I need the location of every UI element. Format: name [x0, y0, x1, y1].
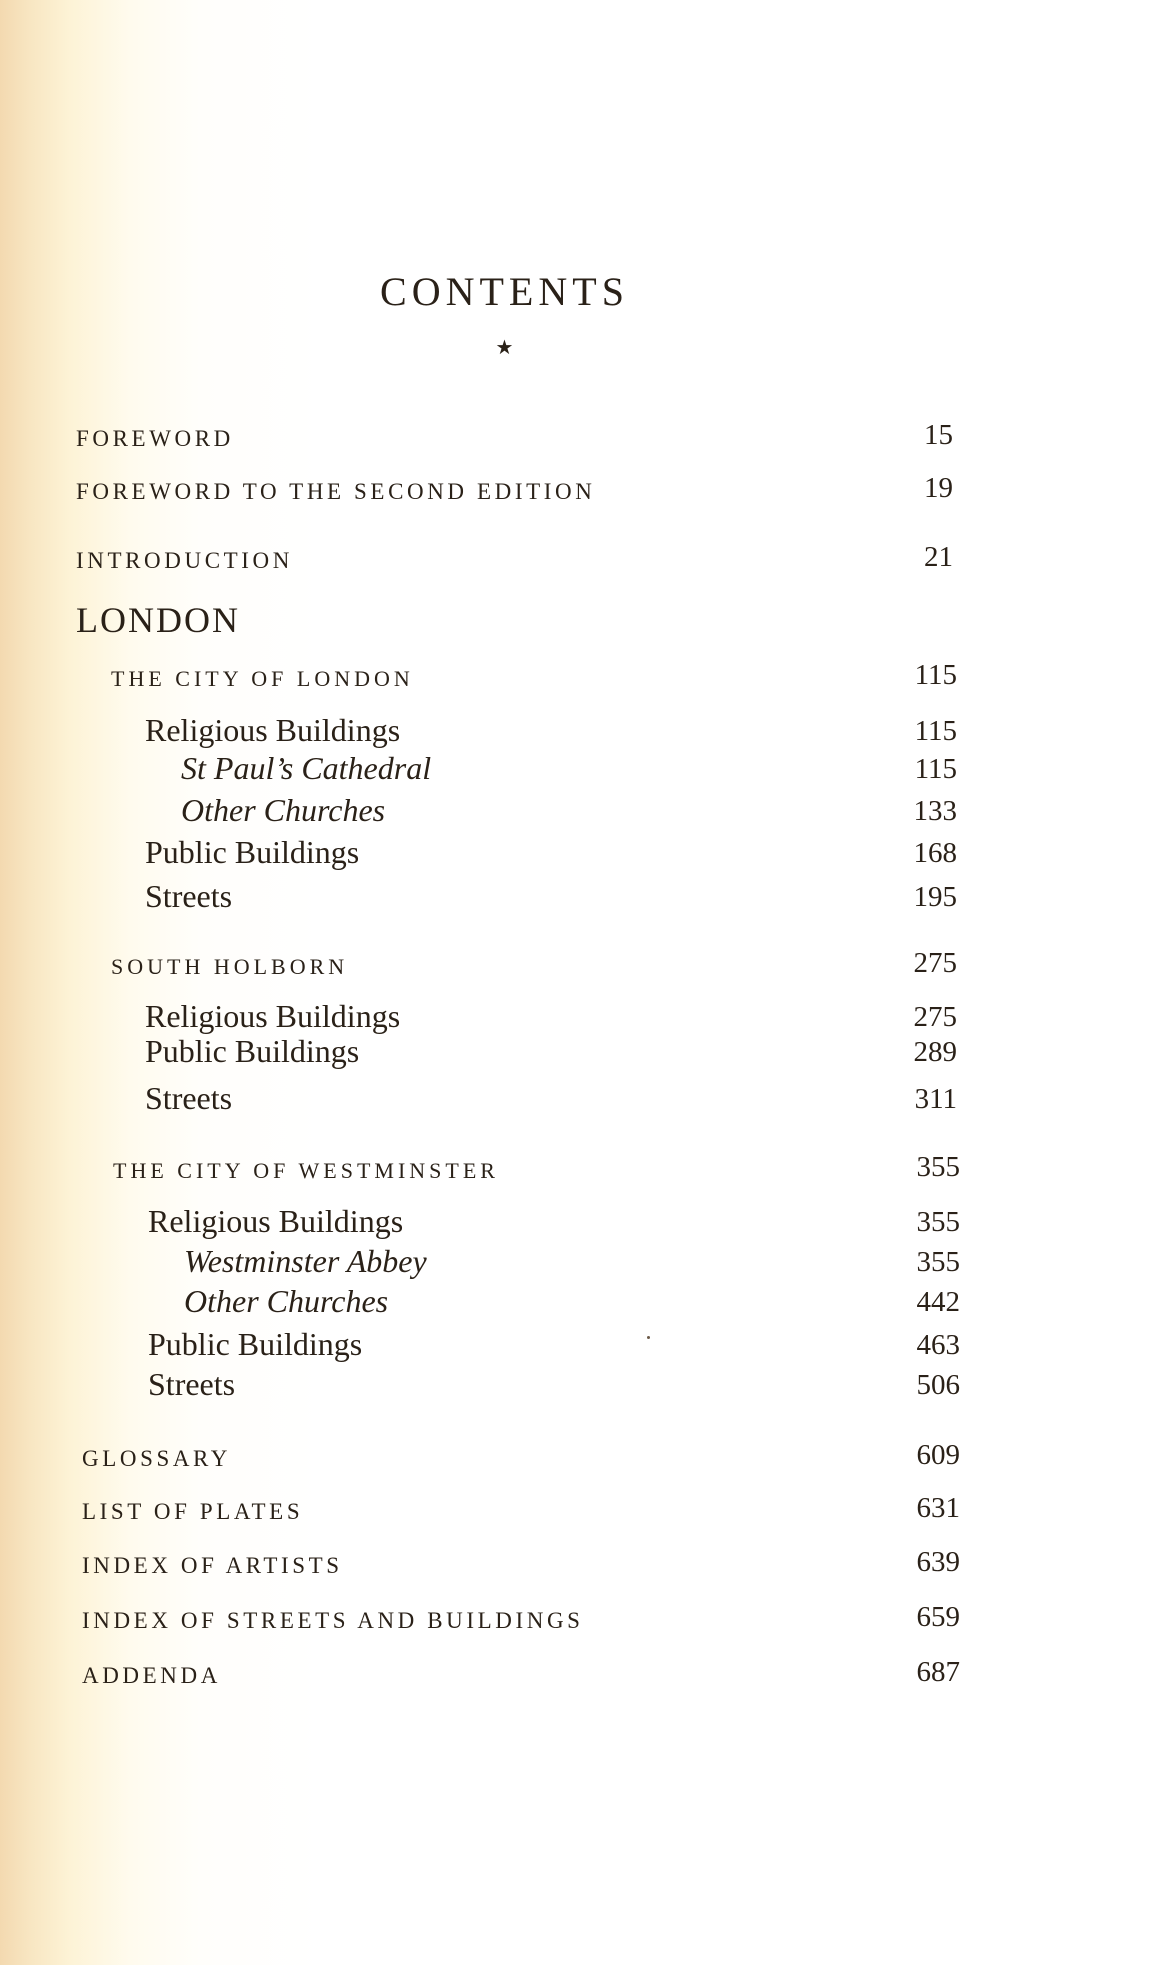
toc-label: INDEX OF ARTISTS [82, 1553, 343, 1578]
toc-label: Streets [145, 1080, 233, 1116]
toc-label: Streets [148, 1366, 236, 1402]
ink-speck [647, 1336, 650, 1339]
toc-label: St Paul’s Cathedral [181, 750, 432, 786]
toc-entry-holborn-religious-buildings[interactable] [0, 992, 960, 1032]
toc-entry-introduction[interactable] [0, 532, 960, 572]
toc-label: THE CITY OF WESTMINSTER [113, 1158, 499, 1183]
star-ornament-icon: ★ [495, 337, 514, 359]
toc-label: Westminster Abbey [184, 1243, 427, 1279]
toc-page-number: 463 [916, 1329, 960, 1361]
toc-entry-list-of-plates[interactable] [0, 1483, 960, 1523]
toc-page-number: 289 [913, 1036, 957, 1068]
toc-label: Public Buildings [145, 1033, 360, 1069]
toc-page-number: 639 [916, 1546, 960, 1578]
toc-page-number: 631 [916, 1492, 960, 1524]
toc-entry-st-pauls-cathedral[interactable] [0, 744, 960, 784]
toc-entry-city-streets[interactable] [0, 872, 960, 912]
toc-page-number: 115 [914, 753, 957, 785]
toc-entry-city-of-london[interactable] [0, 650, 960, 690]
toc-label: INDEX OF STREETS AND BUILDINGS [82, 1608, 584, 1633]
toc-entry-glossary[interactable] [0, 1430, 960, 1470]
toc-label: FOREWORD [76, 426, 234, 451]
toc-entry-holborn-public-buildings[interactable] [0, 1027, 960, 1067]
page-title: CONTENTS [380, 269, 629, 314]
toc-label: GLOSSARY [82, 1446, 231, 1471]
toc-page-number: 687 [916, 1656, 960, 1688]
toc-page-number: 275 [913, 947, 957, 979]
toc-entry-westminster-religious-buildings[interactable] [0, 1197, 960, 1237]
toc-entry-index-of-streets-and-buildings[interactable] [0, 1592, 960, 1632]
toc-page-number: 195 [913, 881, 957, 913]
toc-label: Other Churches [181, 792, 386, 828]
toc-label: ADDENDA [82, 1663, 221, 1688]
toc-page-number: 115 [914, 715, 957, 747]
toc-page-number: 355 [916, 1151, 960, 1183]
toc-page-number: 442 [916, 1286, 960, 1318]
toc-label: Religious Buildings [145, 998, 401, 1034]
toc-label: SOUTH HOLBORN [111, 954, 349, 979]
toc-label: Public Buildings [148, 1326, 363, 1362]
toc-entry-westminster-streets[interactable] [0, 1360, 960, 1400]
toc-label: Religious Buildings [145, 712, 401, 748]
toc-label: INTRODUCTION [76, 548, 293, 573]
toc-page-number: 19 [924, 472, 953, 504]
toc-entry-addenda[interactable] [0, 1647, 960, 1687]
toc-page-number: 21 [924, 541, 953, 573]
toc-label: THE CITY OF LONDON [111, 666, 414, 691]
toc-page-number: 133 [913, 795, 957, 827]
toc-page-number: 115 [914, 659, 957, 691]
toc-label: Streets [145, 878, 233, 914]
toc-entry-foreword-second-edition[interactable] [0, 463, 960, 503]
toc-label: Other Churches [184, 1283, 389, 1319]
toc-entry-westminster-other-churches[interactable] [0, 1277, 960, 1317]
toc-page-number: 609 [916, 1439, 960, 1471]
toc-page-number: 275 [913, 1001, 957, 1033]
toc-entry-index-of-artists[interactable] [0, 1537, 960, 1577]
toc-entry-city-religious-buildings[interactable] [0, 706, 960, 746]
toc-entry-westminster-public-buildings[interactable] [0, 1320, 960, 1360]
toc-entry-city-other-churches[interactable] [0, 786, 960, 826]
toc-label: Public Buildings [145, 834, 360, 870]
toc-section-london [0, 598, 960, 638]
toc-label: LIST OF PLATES [82, 1499, 304, 1524]
toc-page-number: 355 [916, 1246, 960, 1278]
toc-page-number: 15 [924, 419, 953, 451]
toc-page-number: 168 [913, 837, 957, 869]
toc-entry-south-holborn[interactable] [0, 938, 960, 978]
toc-entry-city-public-buildings[interactable] [0, 828, 960, 868]
toc-label: Religious Buildings [148, 1203, 404, 1239]
toc-entry-city-of-westminster[interactable] [0, 1142, 960, 1182]
toc-page-number: 659 [916, 1601, 960, 1633]
toc-page-number: 506 [916, 1369, 960, 1401]
toc-section-heading: LONDON [76, 600, 240, 640]
toc-entry-foreword[interactable] [0, 410, 960, 450]
toc-label: FOREWORD TO THE SECOND EDITION [76, 479, 596, 504]
toc-page-number: 311 [914, 1083, 957, 1115]
toc-entry-westminster-abbey[interactable] [0, 1237, 960, 1277]
toc-page-number: 355 [916, 1206, 960, 1238]
toc-entry-holborn-streets[interactable] [0, 1074, 960, 1114]
